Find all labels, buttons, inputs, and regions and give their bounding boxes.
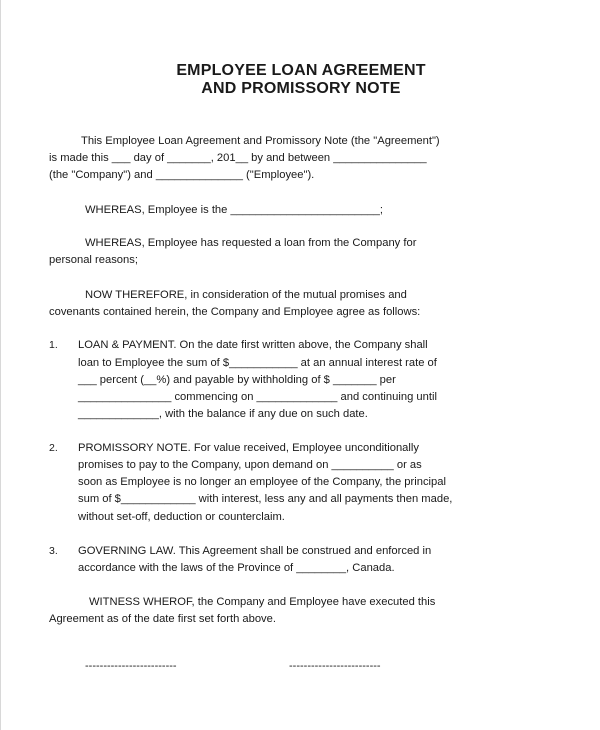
- section-2-line-1: PROMISSORY NOTE. For value received, Employee unconditionally: [78, 442, 419, 454]
- section-3-line-1: GOVERNING LAW. This Agreement shall be construed and enforced in: [78, 545, 432, 557]
- section-1-line-3: ___ percent (__%) and payable by withholding of $ _______ per: [78, 374, 396, 386]
- whereas-clause-2-line-1: WHEREAS, Employee has requested a loan from the Company for: [85, 237, 417, 249]
- witness-line-1: WITNESS WHEROF, the Company and Employee have executed this: [89, 596, 436, 608]
- section-1-line-1: LOAN & PAYMENT. On the date first written above, the Company shall: [78, 339, 428, 351]
- section-2-line-3: soon as Employee is no longer an employee of the Company, the principal: [78, 476, 446, 488]
- intro-line-2: is made this ___ day of _______, 201__ by and between _______________: [49, 152, 427, 164]
- now-therefore-line-1: NOW THEREFORE, in consideration of the mutual promises and: [85, 289, 407, 301]
- section-1-line-4: _______________ commencing on _____________ and continuing until: [78, 391, 437, 403]
- section-2-number: 2.: [49, 442, 58, 454]
- section-3-number: 3.: [49, 545, 58, 557]
- section-2-line-4: sum of $____________ with interest, less any and all payments then made,: [78, 493, 453, 505]
- intro-line-1: This Employee Loan Agreement and Promissory Note (the "Agreement"): [81, 135, 440, 147]
- section-2-line-5: without set-off, deduction or counterclaim.: [78, 511, 285, 523]
- now-therefore-line-2: covenants contained herein, the Company and Employee agree as follows:: [49, 306, 421, 318]
- document-title-line-2: AND PROMISSORY NOTE: [201, 80, 401, 97]
- section-1-number: 1.: [49, 339, 58, 351]
- whereas-clause-2-line-2: personal reasons;: [49, 254, 138, 266]
- signature-line-company: -------------------------: [85, 660, 177, 672]
- section-1-line-2: loan to Employee the sum of $___________ at an annual interest rate of: [78, 357, 437, 369]
- section-2-line-2: promises to pay to the Company, upon demand on __________ or as: [78, 459, 422, 471]
- document-title-line-1: EMPLOYEE LOAN AGREEMENT: [176, 62, 426, 79]
- section-3-line-2: accordance with the laws of the Province of ________, Canada.: [78, 562, 395, 574]
- whereas-clause-1: WHEREAS, Employee is the ________________________;: [85, 204, 383, 216]
- signature-line-employee: -------------------------: [289, 660, 381, 672]
- intro-line-3: (the "Company") and ______________ ("Employee").: [49, 169, 315, 181]
- witness-line-2: Agreement as of the date first set forth above.: [49, 613, 276, 625]
- section-1-line-5: _____________, with the balance if any due on such date.: [78, 408, 368, 420]
